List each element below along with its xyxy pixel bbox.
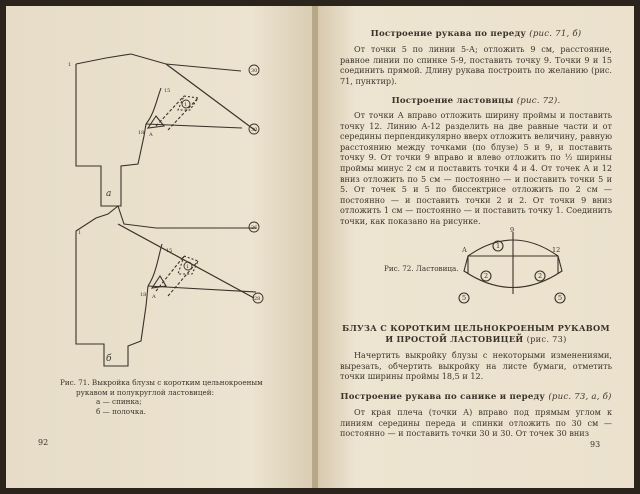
front-shoulder-line	[76, 206, 256, 231]
caption-item: б — полочка.	[96, 406, 146, 416]
right-page	[318, 6, 634, 488]
figure-a-label: а	[106, 189, 112, 199]
point-label: 15	[164, 88, 171, 94]
heading-sleeve-back-front	[340, 392, 612, 402]
section-heading-line: И ПРОСТОЙ ЛАСТОВИЦЕЙ	[385, 334, 524, 344]
paragraph-4	[340, 407, 612, 439]
heading-text: Построение рукава по санике и переду	[340, 392, 546, 402]
front-pattern-outline	[76, 231, 148, 366]
left-page	[6, 6, 314, 488]
gusset-label: 12	[552, 246, 561, 254]
point-label: 26	[251, 225, 258, 231]
paragraph-text: От точки А вправо отложить ширину проймы и поставить точку 12. Линию А-12 разделить на две равные части и от середины перпендикулярно вверх отложить величину, равную расстоянию между точками (по блузе) 5 и 9, и поставить точку 9. От точки 9 вправо и влево отложить по ½ ширины проймы минус 2 см и поставить точки 4 и 4. От точек А и 12 вниз отложить по 5 см — постоянно — и поставить точки 5 и 5. От точек 5 и 5 по биссектрисе отложить по 2 см — постоянно — и поставить точки 2 и 2. От точки 9 вниз отложить 1 см — постоянно — и поставить точку 1. Соединить точки, как показано на рисунке.	[340, 110, 612, 226]
back-sleeve-diagonal	[166, 64, 256, 131]
caption-line: рукавом и полукруглой ластовицей:	[76, 387, 215, 397]
gusset-label: 5	[462, 294, 467, 302]
point-label: 1	[78, 230, 82, 236]
paragraph-text: От края плеча (точки А) вправо под прямым углом к линиям середины переда и спинки отложить по 30 см — постоянно — и поставить точки 30 и 30. От точек 30 вниз	[340, 407, 612, 439]
paragraph-1	[340, 44, 612, 86]
point-label: 1	[68, 62, 72, 68]
gusset-label: 1	[496, 242, 501, 250]
paragraph-3	[340, 350, 612, 382]
point-label: 28	[254, 296, 261, 302]
gusset-label: А	[462, 246, 467, 254]
heading-ref: (рис. 73, а, б)	[548, 392, 612, 402]
figure-b-label: б	[106, 354, 112, 364]
heading-sleeve-front	[340, 29, 612, 39]
paragraph-text: Начертить выкройку блузы с некоторыми изменениями, вырезать, обчертить выкройку на листе бумаги, отметить точки ширины проймы 18,5 и 12.	[340, 350, 612, 382]
gusset-label: 5	[558, 294, 563, 302]
front-gusset-dashes	[156, 256, 198, 296]
heading-ref: (рис. 73)	[526, 334, 567, 344]
point-label: 30	[251, 127, 258, 133]
back-shoulder-line	[76, 54, 241, 71]
point-label: 1	[184, 102, 188, 108]
point-label: 18	[138, 130, 145, 136]
page-number: 92	[38, 438, 49, 447]
gusset-figure-72	[458, 226, 568, 304]
front-sleeve-line	[148, 286, 256, 292]
back-pattern-outline	[76, 64, 146, 206]
section-heading-line: БЛУЗА С КОРОТКИМ ЦЕЛЬНОКРОЕНЫМ РУКАВОМ	[342, 323, 610, 333]
heading-text: Построение ластовицы	[391, 96, 514, 106]
front-sleeve-diagonal	[118, 224, 254, 298]
heading-text: Построение рукава по переду	[370, 29, 527, 39]
gusset-label: 9	[510, 226, 515, 234]
front-armhole	[148, 244, 162, 286]
caption-line: Рис. 71. Выкройка блузы с коротким цельнокроеным	[60, 378, 263, 387]
figure-caption	[60, 378, 263, 416]
point-label: 30	[251, 68, 258, 74]
gusset-label: 2	[538, 272, 543, 280]
point-label: 18	[140, 292, 147, 298]
paragraph-2	[340, 110, 612, 227]
point-label: 15	[166, 248, 173, 254]
point-label: А	[149, 132, 153, 138]
paragraph-text: От точки 5 по линии 5-А; отложить 9 см, расстояние, равное линии по спинке 5-9, поставить точку 9. Точки 9 и 15 соединить прямой. Длину рукава построить по желанию (рис. 71, пунктир).	[340, 44, 612, 86]
page-number: 93	[590, 440, 601, 449]
caption-item: а — спинка;	[96, 397, 142, 406]
point-label: А	[152, 294, 156, 300]
gusset-label: 2	[484, 272, 489, 280]
point-label: 1	[186, 264, 190, 270]
heading-gusset	[340, 96, 612, 106]
heading-ref: (рис. 72).	[516, 96, 561, 106]
figure-72-caption: Рис. 72. Ластовица.	[384, 264, 459, 273]
section-heading-blouse	[340, 323, 612, 345]
heading-ref: (рис. 71, б)	[529, 29, 582, 39]
